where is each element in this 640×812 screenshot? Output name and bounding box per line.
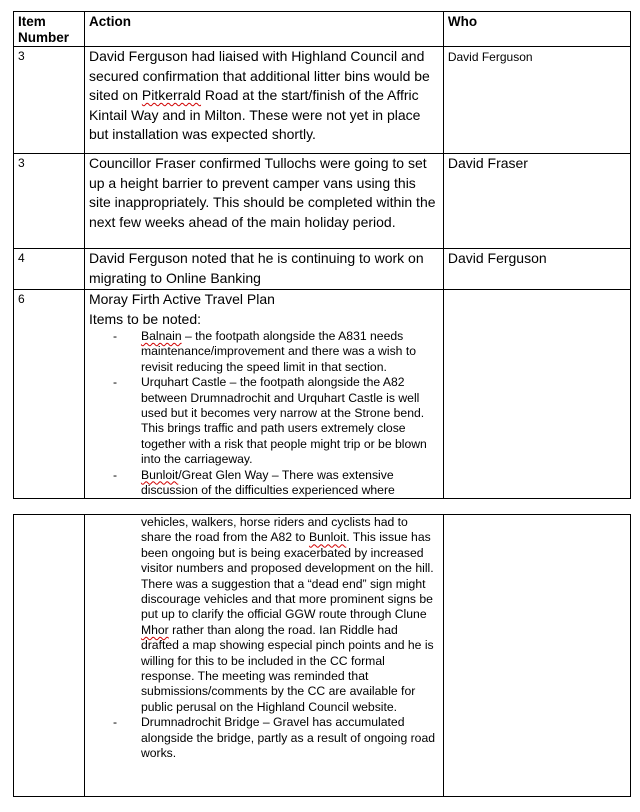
bullet-list bbox=[89, 329, 439, 498]
action-cell bbox=[84, 47, 443, 154]
bullet-list bbox=[89, 715, 439, 761]
item-number: 6 bbox=[14, 290, 85, 499]
header-who: Who bbox=[443, 12, 630, 47]
who-cell: David Ferguson bbox=[443, 47, 630, 154]
continuation-table bbox=[13, 514, 631, 797]
who-cell bbox=[443, 290, 630, 499]
spellcheck-word: Bunloit bbox=[308, 530, 347, 545]
who-cell: David Fraser bbox=[443, 154, 630, 249]
item-number: 4 bbox=[14, 249, 85, 290]
list-item: - Bunloit/Great Glen Way – There was extensive discussion of the difficulties experienced where bbox=[112, 467, 395, 498]
action-cell: Councillor Fraser confirmed Tullochs were going to set up a height barrier to prevent camper vans using this site inappropriately. This should be completed within the next few weeks ahead of the main holiday period. bbox=[84, 154, 443, 249]
item-number bbox=[14, 515, 85, 797]
header-item-number: Item Number bbox=[14, 12, 85, 47]
actions-table bbox=[13, 11, 631, 499]
spellcheck-word: Balnain bbox=[140, 329, 182, 343]
who-cell: David Ferguson bbox=[443, 249, 630, 290]
table-row bbox=[14, 249, 631, 290]
action-text: David Ferguson had liaised with Highland Council and secured confirmation that additional litter bins would be sited on bbox=[88, 48, 430, 103]
list-item: - Drumnadrochit Bridge – Gravel has accumulated alongside the bridge, partly as a result of ongoing road works. bbox=[112, 715, 436, 761]
list-item: - Balnain – the footpath alongside the A831 needs maintenance/improvement and there was a wish to revisit reducing the speed limit in that section. bbox=[112, 329, 416, 374]
section-title: Moray Firth Active Travel Plan bbox=[88, 291, 275, 307]
spellcheck-word: Pitkerrald bbox=[141, 87, 202, 103]
list-item: - Urquhart Castle – the footpath alongside the A82 between Drumnadrochit and Urquhart Castle is well used but it becomes very narrow at the Strone bend. This brings traffic and path users extremely close together with a risk that people might trip or be blown into the carriageway. bbox=[112, 375, 427, 467]
action-cell bbox=[84, 290, 443, 499]
section-subtitle: Items to be noted: bbox=[88, 310, 202, 327]
header-row bbox=[14, 12, 631, 47]
spellcheck-word: Bunloit bbox=[140, 467, 179, 482]
table-row bbox=[14, 47, 631, 154]
table-row bbox=[14, 290, 631, 499]
header-action: Action bbox=[84, 12, 443, 47]
table-row bbox=[14, 154, 631, 249]
item-number: 3 bbox=[14, 47, 85, 154]
table-row bbox=[14, 515, 631, 797]
action-cell bbox=[84, 515, 443, 797]
action-cell: David Ferguson noted that he is continuing to work on migrating to Online Banking bbox=[84, 249, 443, 290]
action-text: Road at the start/finish of the Affric Kintail Way and in Milton. These were not yet in place but installation was expected shortly. bbox=[88, 87, 421, 142]
spellcheck-word: Mhor bbox=[140, 622, 169, 637]
who-cell bbox=[443, 515, 630, 797]
continuation-text: vehicles, walkers, horse riders and cyclists had to share the road from the A82 to Bunloit. This issue has been ongoing but is being exacerbated by increased visitor numbers and proposed development on the hill. There was a suggestion that a “dead end” sign might discourage vehicles and that more prominent signs be put up to clarify the official GGW route through Clune Mhor rather than along the road. Ian Riddle had drafted a map showing especial pinch points and he is willing for this to be included in the CC formal response. The meeting was reminded that submissions/comments by the CC are available for public perusal on the Highland Council website. bbox=[140, 515, 434, 714]
item-number: 3 bbox=[14, 154, 85, 249]
